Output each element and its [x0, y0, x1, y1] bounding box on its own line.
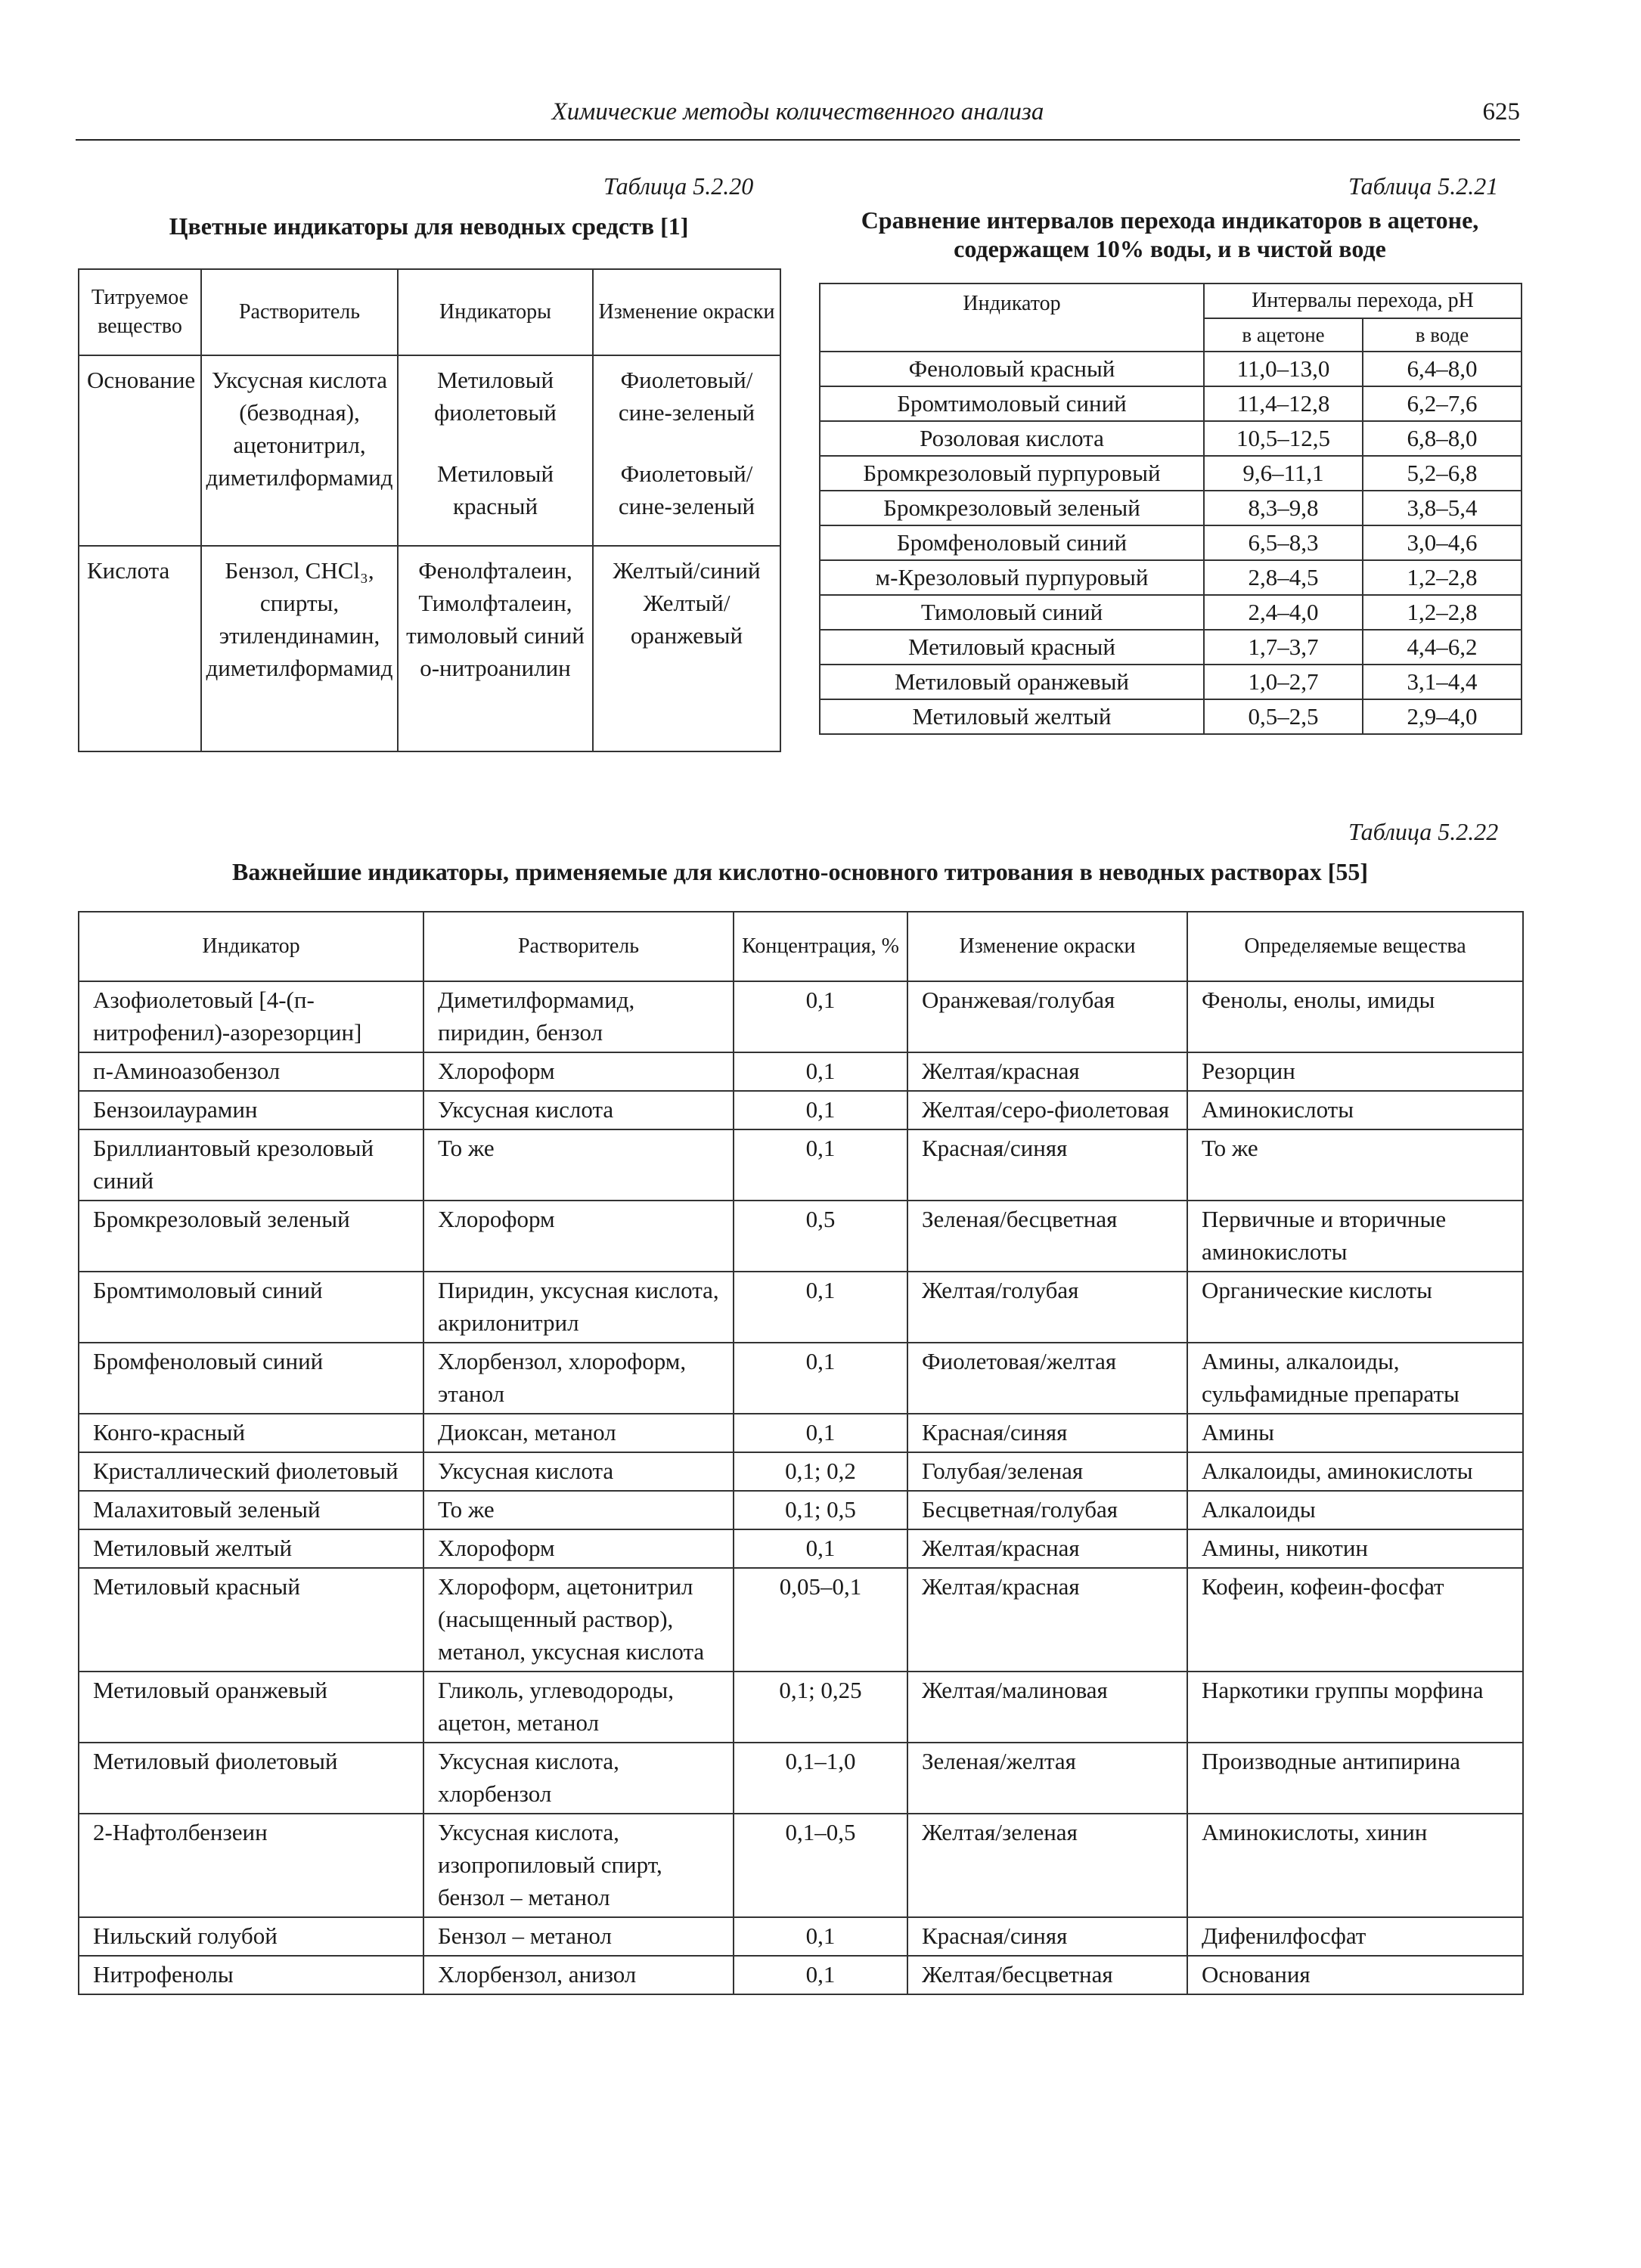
table-row — [79, 1491, 1523, 1529]
table-5-2-21-title: Сравнение интервалов перехода индикаторов в ацетоне, содержащем 10% воды, и в чистой воде — [861, 206, 1479, 262]
indicator-cell: м-Крезоловый пурпуровый — [820, 560, 1204, 595]
table-row — [820, 352, 1522, 386]
acetone-range-cell: 11,4–12,8 — [1204, 386, 1363, 421]
solvent-cell: Хлорбензол, анизол — [423, 1956, 734, 1994]
table-5-2-21-caption: Таблица 5.2.21 — [1348, 172, 1499, 200]
concentration-cell: 0,1; 0,5 — [734, 1491, 907, 1529]
analytes-cell: Фенолы, енолы, имиды — [1187, 981, 1523, 1052]
analytes-cell: Алкалоиды — [1187, 1491, 1523, 1529]
concentration-cell: 0,1 — [734, 1529, 907, 1568]
solvent-cell: Хлороформ — [423, 1052, 734, 1091]
indicator-cell: Бромтимоловый синий — [79, 1272, 423, 1343]
concentration-cell: 0,1; 0,25 — [734, 1672, 907, 1743]
color-change-cell: Желтая/серо-фиолетовая — [907, 1091, 1187, 1129]
table-row — [79, 1091, 1523, 1129]
color-change-cell: Желтая/зеленая — [907, 1814, 1187, 1917]
water-range-cell: 1,2–2,8 — [1363, 560, 1522, 595]
table-5-2-22 — [78, 911, 1524, 1995]
solvent-cell: Диоксан, метанол — [423, 1414, 734, 1452]
table-row — [820, 560, 1522, 595]
analytes-cell: Аминокислоты — [1187, 1091, 1523, 1129]
indicator-cell: Розоловая кислота — [820, 421, 1204, 456]
analytes-cell: То же — [1187, 1129, 1523, 1201]
indicators-cell — [398, 546, 593, 751]
indicator-cell: Метиловый желтый — [79, 1529, 423, 1568]
column-header: Индикаторы — [398, 269, 593, 355]
table-row — [79, 1129, 1523, 1201]
indicator-cell: 2-Нафтолбензеин — [79, 1814, 423, 1917]
column-header-range: Интервалы перехода, pH — [1204, 284, 1522, 318]
table-row — [820, 421, 1522, 456]
solvent-cell: Уксусная кислота (безводная), ацетонитрил, диметилформамид — [201, 355, 398, 546]
color-change-cell: Голубая/зеленая — [907, 1452, 1187, 1491]
concentration-cell: 0,1 — [734, 1917, 907, 1956]
table-row — [79, 1743, 1523, 1814]
table-row — [79, 1052, 1523, 1091]
solvent-cell: Пиридин, уксусная кислота, акрилонитрил — [423, 1272, 734, 1343]
water-range-cell: 3,8–5,4 — [1363, 491, 1522, 525]
acetone-range-cell: 2,4–4,0 — [1204, 595, 1363, 630]
table-row — [820, 491, 1522, 525]
color-change: Фиолетовый/ сине-зеленый — [618, 367, 755, 426]
analytes-cell: Основания — [1187, 1956, 1523, 1994]
indicator-cell: Метиловый красный — [79, 1568, 423, 1672]
table-5-2-20-caption: Таблица 5.2.20 — [603, 172, 754, 200]
indicator-cell: Метиловый красный — [820, 630, 1204, 665]
table-row — [820, 595, 1522, 630]
indicator-name: Фенолфталеин, — [418, 557, 572, 584]
table-5-2-22-caption: Таблица 5.2.22 — [1348, 818, 1499, 845]
table-row — [79, 1272, 1523, 1343]
running-title: Химические методы количественного анализа — [551, 98, 1044, 125]
color-change-cell: Желтая/малиновая — [907, 1672, 1187, 1743]
acetone-range-cell: 2,8–4,5 — [1204, 560, 1363, 595]
concentration-cell: 0,1 — [734, 1272, 907, 1343]
analytes-cell: Амины, алкалоиды, сульфамидные препараты — [1187, 1343, 1523, 1414]
column-header: Титруемое вещество — [79, 269, 201, 355]
column-header: Растворитель — [201, 269, 398, 355]
indicator-cell: Нильский голубой — [79, 1917, 423, 1956]
concentration-cell: 0,1 — [734, 1414, 907, 1452]
color-change-cell: Оранжевая/голубая — [907, 981, 1187, 1052]
color-change-cell: Желтая/голубая — [907, 1272, 1187, 1343]
table-row — [820, 630, 1522, 665]
table-5-2-20 — [78, 268, 781, 752]
color-change-cell: Фиолетовая/желтая — [907, 1343, 1187, 1414]
color-change-cell — [593, 355, 780, 546]
color-change-cell: Зеленая/бесцветная — [907, 1201, 1187, 1272]
solvent-cell: Гликоль, углеводороды, ацетон, метанол — [423, 1672, 734, 1743]
acetone-range-cell: 0,5–2,5 — [1204, 699, 1363, 734]
indicator-name: Метиловый фиолетовый — [434, 367, 557, 426]
table-5-2-21 — [819, 283, 1522, 735]
indicator-name: Тимолфталеин, тимоловый синий о-нитроанилин — [406, 590, 585, 681]
acetone-range-cell: 8,3–9,8 — [1204, 491, 1363, 525]
table-row — [820, 699, 1522, 734]
analytes-cell: Резорцин — [1187, 1052, 1523, 1091]
indicator-cell: Конго-красный — [79, 1414, 423, 1452]
analytes-cell: Первичные и вторичные аминокислоты — [1187, 1201, 1523, 1272]
concentration-cell: 0,1 — [734, 1956, 907, 1994]
substance-cell: Кислота — [79, 546, 201, 751]
indicator-cell: Малахитовый зеленый — [79, 1491, 423, 1529]
table-row — [79, 981, 1523, 1052]
indicators-cell — [398, 355, 593, 546]
color-change-cell: Желтая/красная — [907, 1052, 1187, 1091]
acetone-range-cell: 9,6–11,1 — [1204, 456, 1363, 491]
indicator-cell: Нитрофенолы — [79, 1956, 423, 1994]
indicator-cell: Бромкрезоловый зеленый — [79, 1201, 423, 1272]
concentration-cell: 0,1 — [734, 1091, 907, 1129]
concentration-cell: 0,1 — [734, 981, 907, 1052]
solvent-cell: Уксусная кислота, изопропиловый спирт, бензол – метанол — [423, 1814, 734, 1917]
solvent-cell: Хлороформ — [423, 1529, 734, 1568]
substance-cell: Основание — [79, 355, 201, 546]
water-range-cell: 6,8–8,0 — [1363, 421, 1522, 456]
indicator-cell: Бромфеноловый синий — [820, 525, 1204, 560]
indicator-cell: Бромфеноловый синий — [79, 1343, 423, 1414]
indicator-cell: Метиловый желтый — [820, 699, 1204, 734]
concentration-cell: 0,1 — [734, 1343, 907, 1414]
column-header: Определяемые вещества — [1187, 912, 1523, 981]
solvent-cell: То же — [423, 1491, 734, 1529]
solvent-cell: Уксусная кислота — [423, 1091, 734, 1129]
solvent-cell: Уксусная кислота, хлорбензол — [423, 1743, 734, 1814]
indicator-cell: Бромтимоловый синий — [820, 386, 1204, 421]
table-row — [79, 355, 780, 546]
solvent-cell: Уксусная кислота — [423, 1452, 734, 1491]
color-change-cell — [593, 546, 780, 751]
analytes-cell: Наркотики группы морфина — [1187, 1672, 1523, 1743]
table-row — [79, 1201, 1523, 1272]
solvent-cell: То же — [423, 1129, 734, 1201]
concentration-cell: 0,1–1,0 — [734, 1743, 907, 1814]
table-row — [79, 1529, 1523, 1568]
table-row — [820, 456, 1522, 491]
color-change-cell: Зеленая/желтая — [907, 1743, 1187, 1814]
analytes-cell: Органические кислоты — [1187, 1272, 1523, 1343]
concentration-cell: 0,1–0,5 — [734, 1814, 907, 1917]
solvent-cell: Диметилформамид, пиридин, бензол — [423, 981, 734, 1052]
analytes-cell: Дифенилфосфат — [1187, 1917, 1523, 1956]
analytes-cell: Амины — [1187, 1414, 1523, 1452]
solvent-cell: Хлороформ, ацетонитрил (насыщенный раствор), метанол, уксусная кислота — [423, 1568, 734, 1672]
concentration-cell: 0,1 — [734, 1052, 907, 1091]
table-row — [820, 665, 1522, 699]
table-row — [79, 1568, 1523, 1672]
water-range-cell: 2,9–4,0 — [1363, 699, 1522, 734]
column-header: Изменение окраски — [907, 912, 1187, 981]
water-range-cell: 3,1–4,4 — [1363, 665, 1522, 699]
color-change-cell: Желтая/бесцветная — [907, 1956, 1187, 1994]
table-row — [79, 546, 780, 751]
water-range-cell: 4,4–6,2 — [1363, 630, 1522, 665]
concentration-cell: 0,5 — [734, 1201, 907, 1272]
column-header: Изменение окраски — [593, 269, 780, 355]
table-row — [79, 1414, 1523, 1452]
analytes-cell: Алкалоиды, аминокислоты — [1187, 1452, 1523, 1491]
color-change-cell: Красная/синяя — [907, 1129, 1187, 1201]
indicator-cell: Бромкрезоловый зеленый — [820, 491, 1204, 525]
color-change-cell: Красная/синяя — [907, 1917, 1187, 1956]
solvent-cell: Бензол – метанол — [423, 1917, 734, 1956]
color-change-cell: Красная/синяя — [907, 1414, 1187, 1452]
indicator-cell: Метиловый оранжевый — [79, 1672, 423, 1743]
table-row — [79, 1343, 1523, 1414]
indicator-cell: Тимоловый синий — [820, 595, 1204, 630]
column-header-indicator: Индикатор — [820, 284, 1204, 352]
acetone-range-cell: 1,0–2,7 — [1204, 665, 1363, 699]
color-change: Желтый/оранжевый — [630, 590, 743, 649]
indicator-cell: Азофиолетовый [4-(п-нитрофенил)-азорезорцин] — [79, 981, 423, 1052]
color-change-cell: Желтая/красная — [907, 1529, 1187, 1568]
color-change-cell: Бесцветная/голубая — [907, 1491, 1187, 1529]
analytes-cell: Аминокислоты, хинин — [1187, 1814, 1523, 1917]
indicator-cell: Метиловый оранжевый — [820, 665, 1204, 699]
water-range-cell: 3,0–4,6 — [1363, 525, 1522, 560]
table-row — [820, 525, 1522, 560]
indicator-cell: Кристаллический фиолетовый — [79, 1452, 423, 1491]
column-header: Индикатор — [79, 912, 423, 981]
table-row — [79, 1814, 1523, 1917]
table-row — [79, 1452, 1523, 1491]
table-row — [79, 1672, 1523, 1743]
analytes-cell: Кофеин, кофеин-фосфат — [1187, 1568, 1523, 1672]
table-row — [79, 1956, 1523, 1994]
solvent-cell: Бензол, CHCl₃, спирты, этилендинамин, диметилформамид — [201, 546, 398, 751]
table-5-2-22-title: Важнейшие индикаторы, применяемые для кислотно-основного титрования в неводных растворах [55] — [231, 858, 1369, 885]
analytes-cell: Производные антипирина — [1187, 1743, 1523, 1814]
indicator-cell: Бромкрезоловый пурпуровый — [820, 456, 1204, 491]
indicator-cell: Бензоилаурамин — [79, 1091, 423, 1129]
table-5-2-20-title: Цветные индикаторы для неводных средств [1] — [169, 212, 689, 240]
column-header: Растворитель — [423, 912, 734, 981]
acetone-range-cell: 6,5–8,3 — [1204, 525, 1363, 560]
color-change: Желтый/синий — [613, 557, 761, 584]
acetone-range-cell: 11,0–13,0 — [1204, 352, 1363, 386]
concentration-cell: 0,1; 0,2 — [734, 1452, 907, 1491]
page-number: 625 — [1482, 98, 1520, 125]
column-header-acetone: в ацетоне — [1204, 318, 1363, 352]
solvent-cell: Хлорбензол, хлороформ, этанол — [423, 1343, 734, 1414]
table-row — [820, 386, 1522, 421]
column-header-water: в воде — [1363, 318, 1522, 352]
acetone-range-cell: 10,5–12,5 — [1204, 421, 1363, 456]
page-header — [76, 89, 1520, 141]
acetone-range-cell: 1,7–3,7 — [1204, 630, 1363, 665]
indicator-name: Метиловый красный — [436, 460, 554, 519]
analytes-cell: Амины, никотин — [1187, 1529, 1523, 1568]
water-range-cell: 6,4–8,0 — [1363, 352, 1522, 386]
color-change-cell: Желтая/красная — [907, 1568, 1187, 1672]
water-range-cell: 5,2–6,8 — [1363, 456, 1522, 491]
water-range-cell: 1,2–2,8 — [1363, 595, 1522, 630]
concentration-cell: 0,1 — [734, 1129, 907, 1201]
water-range-cell: 6,2–7,6 — [1363, 386, 1522, 421]
indicator-cell: Феноловый красный — [820, 352, 1204, 386]
color-change: Фиолетовый/ сине-зеленый — [618, 460, 755, 519]
indicator-cell: Метиловый фиолетовый — [79, 1743, 423, 1814]
solvent-cell: Хлороформ — [423, 1201, 734, 1272]
column-header: Концентрация, % — [734, 912, 907, 981]
indicator-cell: Бриллиантовый крезоловый синий — [79, 1129, 423, 1201]
concentration-cell: 0,05–0,1 — [734, 1568, 907, 1672]
indicator-cell: п-Аминоазобензол — [79, 1052, 423, 1091]
table-row — [79, 1917, 1523, 1956]
